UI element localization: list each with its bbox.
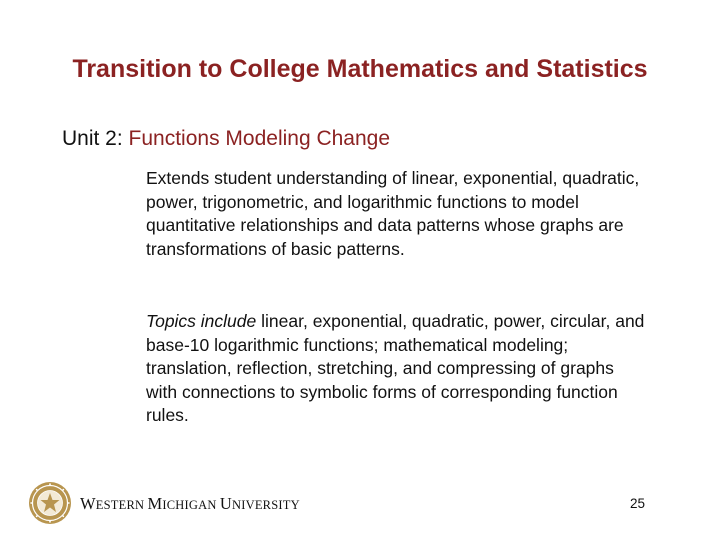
topics-paragraph — [146, 310, 646, 428]
topics-lead: Topics include — [146, 311, 257, 331]
university-wordmark — [80, 494, 300, 515]
topics-text: linear, exponential, quadratic, power, circular, and base-10 logarithmic functions; mathematical modeling; translation, reflection, stretching, and compressing of graphs with connections to symbolic forms of corresponding function rules. — [146, 311, 645, 426]
unit-heading — [62, 126, 390, 152]
wordmark-word: ICHIGAN — [162, 498, 220, 512]
wordmark-word: ESTERN — [95, 498, 148, 512]
wordmark-initial: U — [219, 494, 233, 513]
wordmark-word: NIVERSITY — [232, 498, 300, 512]
unit-prefix: Unit 2: — [62, 127, 129, 150]
wordmark-initial: W — [80, 494, 96, 513]
wordmark-initial: M — [147, 494, 163, 513]
slide-title: Transition to College Mathematics and Statistics — [72, 55, 648, 83]
page-number: 25 — [630, 496, 646, 511]
unit-name: Functions Modeling Change — [128, 127, 391, 150]
university-seal-icon — [28, 481, 72, 525]
unit-description: Extends student understanding of linear, exponential, quadratic, power, trigonometric, and logarithmic functions to model quantitative relationships and data patterns whose graphs are transformations of basic patterns. — [146, 168, 640, 259]
